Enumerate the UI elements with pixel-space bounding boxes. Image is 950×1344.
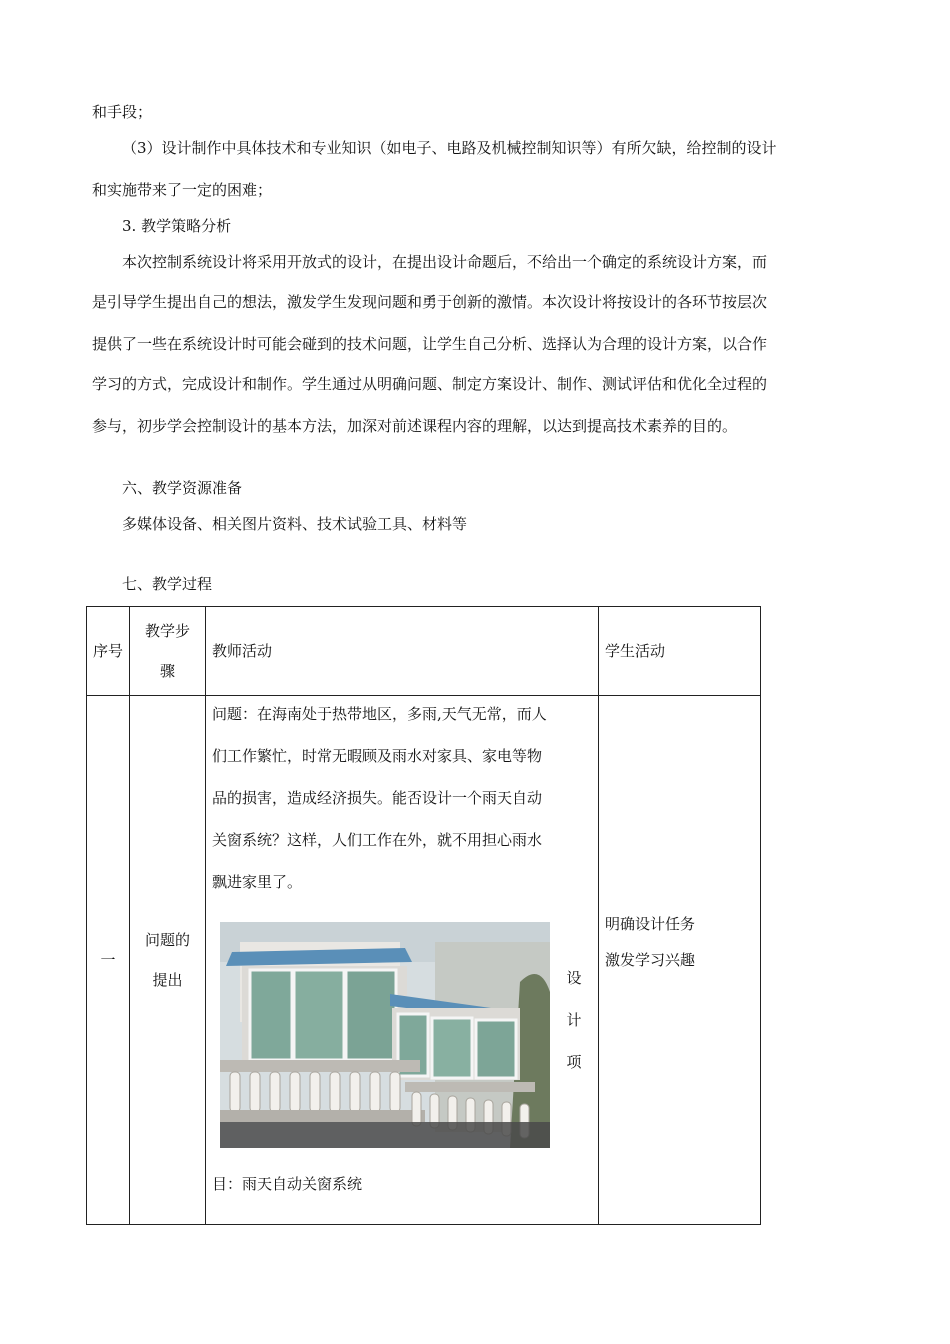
section-heading: 六、教学资源准备 (122, 479, 243, 497)
teacher-text-line: 品的损害，造成经济损失。能否设计一个雨天自动 (212, 789, 543, 807)
header-student: 学生活动 (599, 607, 761, 696)
header-step (130, 607, 206, 696)
side-text-char: 计 (566, 1011, 582, 1029)
student-activity-line: 激发学习兴趣 (605, 951, 696, 969)
table-row (87, 696, 761, 1225)
paragraph-line: 参与，初步学会控制设计的基本方法，加深对前述课程内容的理解，以达到提高技术素养的目的。 (92, 417, 738, 435)
student-activity-line: 明确设计任务 (605, 915, 696, 933)
paragraph-line: 和手段； (92, 103, 153, 121)
house-window-photo (220, 922, 550, 1148)
paragraph-line: 多媒体设备、相关图片资料、技术试验工具、材料等 (122, 515, 468, 533)
row-step (130, 696, 206, 1225)
teacher-text-line: 们工作繁忙，时常无暇顾及雨水对家具、家电等物 (212, 747, 543, 765)
paragraph-line: 提供了一些在系统设计时可能会碰到的技术问题，让学生自己分析、选择认为合理的设计方案，以合作 (92, 335, 768, 353)
header-step-line2: 骤 (159, 662, 175, 680)
teacher-text-line: 飘进家里了。 (212, 873, 303, 891)
teaching-process-table (86, 606, 761, 1225)
teacher-activity-cell (206, 696, 599, 1225)
photo-caption: 目：雨天自动关窗系统 (212, 1175, 363, 1193)
header-seq: 序号 (87, 607, 130, 696)
paragraph-line: 本次控制系统设计将采用开放式的设计，在提出设计命题后，不给出一个确定的系统设计方案，而 (122, 253, 768, 271)
header-step-line1: 教学步 (144, 622, 190, 640)
side-text-char: 项 (566, 1053, 582, 1071)
student-activity-cell (599, 696, 761, 1225)
table-header-row (87, 607, 761, 696)
row-step-line1: 问题的 (144, 931, 190, 949)
paragraph-line: 是引导学生提出自己的想法，激发学生发现问题和勇于创新的激情。本次设计将按设计的各环节按层次 (92, 293, 768, 311)
side-text-char: 设 (566, 969, 582, 987)
section-heading: 七、教学过程 (122, 575, 213, 593)
paragraph-line: （3）设计制作中具体技术和专业知识（如电子、电路及机械控制知识等）有所欠缺，给控制的设计 (122, 139, 777, 157)
row-step-line2: 提出 (152, 971, 183, 989)
header-teacher: 教师活动 (206, 607, 599, 696)
paragraph-line: 和实施带来了一定的困难； (92, 181, 273, 199)
teacher-text-line: 问题：在海南处于热带地区，多雨,天气无常，而人 (212, 705, 547, 723)
section-heading: 3. 教学策略分析 (122, 217, 232, 235)
teacher-text-line: 关窗系统？这样，人们工作在外，就不用担心雨水 (212, 831, 543, 849)
row-seq: 一 (87, 696, 130, 1225)
paragraph-line: 学习的方式，完成设计和制作。学生通过从明确问题、制定方案设计、制作、测试评估和优化全过程的 (92, 375, 768, 393)
